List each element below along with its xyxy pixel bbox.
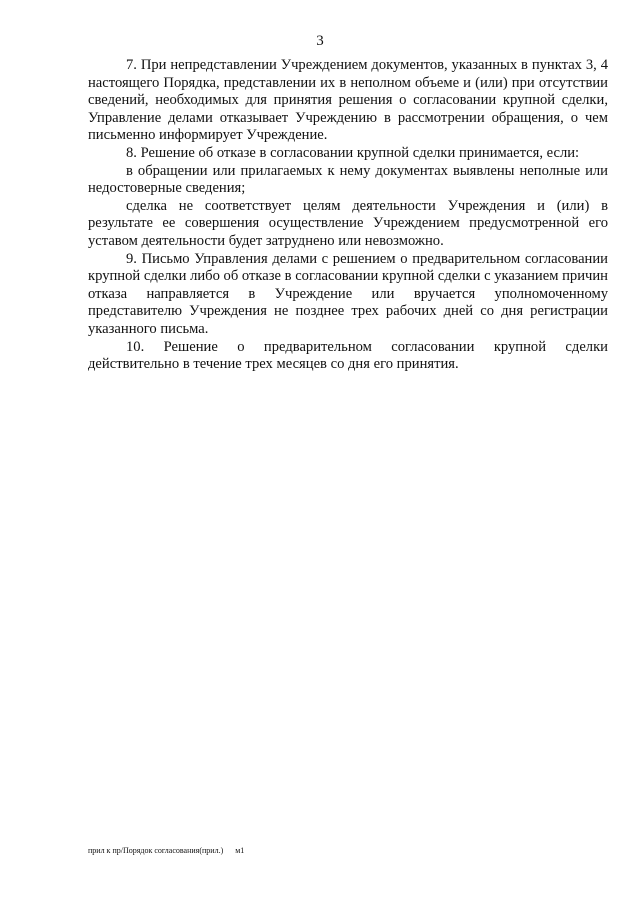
page-number: 3 (316, 33, 324, 49)
paragraph-7: 7. При непредставлении Учреждением документов, указанных в пунктах 3, 4 настоящего Порядка, представлении их в неполном объеме и (или) при отсутствии сведений, необходимых для принятия решения о согласовании крупной сделки, Управление делами отказывает Учреждению в рассмотрении обращения, о чем письменно информирует Учреждение. (88, 57, 608, 144)
paragraph-8-item-1: в обращении или прилагаемых к нему документах выявлены неполные или недостоверные сведения; (88, 162, 608, 197)
paragraph-8-item-2: сделка не соответствует целям деятельности Учреждения и (или) в результате ее совершения осуществление Учреждением предусмотренной его уставом деятельности будет затруднено или невозможно. (88, 197, 608, 249)
document-body (88, 57, 608, 374)
footer-file-label: прил к пр/Порядок согласования(прил.) (88, 846, 224, 855)
footer (88, 846, 244, 856)
paragraph-8: 8. Решение об отказе в согласовании крупной сделки принимается, если: (126, 144, 580, 161)
paragraph-10: 10. Решение о предварительном согласовании крупной сделки действительно в течение трех месяцев со дня его принятия. (88, 338, 608, 373)
paragraph-9: 9. Письмо Управления делами с решением о предварительном согласовании крупной сделки либо об отказе в согласовании крупной сделки с указанием причин отказа направляется в Учреждение или вручается уполномоченному представителю Учреждения не позднее трех рабочих дней со дня регистрации указанного письма. (88, 250, 608, 337)
footer-mark: м1 (235, 846, 245, 855)
